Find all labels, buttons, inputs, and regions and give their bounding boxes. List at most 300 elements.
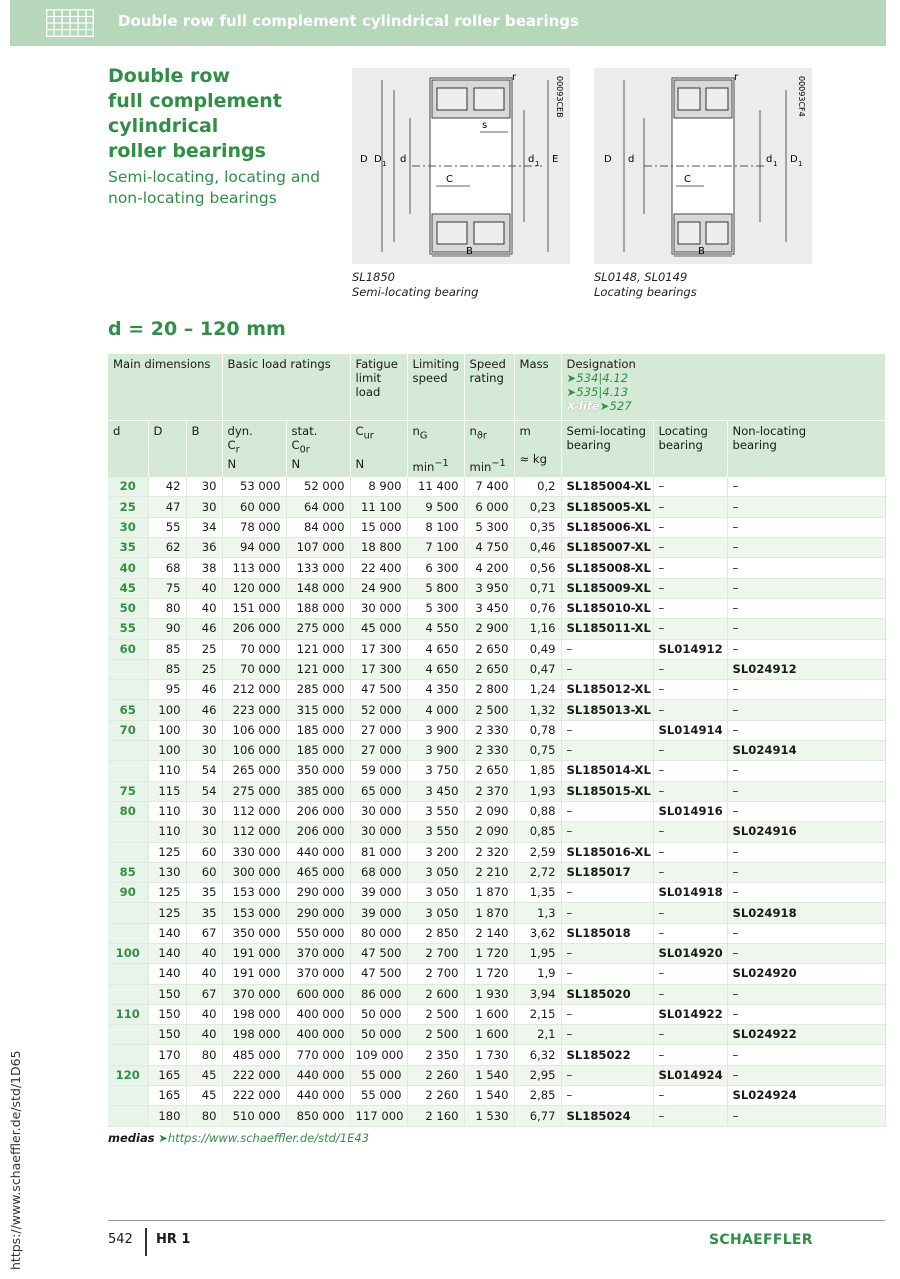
table-cell: 54 bbox=[186, 781, 222, 801]
table-cell: 440 000 bbox=[286, 842, 350, 862]
table-cell: – bbox=[727, 477, 885, 497]
table-row bbox=[108, 923, 885, 943]
col-cur: $C_{ur}$ N bbox=[350, 421, 407, 478]
table-row bbox=[108, 700, 885, 720]
table-cell: 1,35 bbox=[514, 883, 561, 903]
table-cell: 2 850 bbox=[407, 923, 464, 943]
table-cell: 130 bbox=[148, 862, 186, 882]
table-cell: SL185005-XL bbox=[561, 497, 653, 517]
table-cell: – bbox=[653, 517, 727, 537]
table-cell: 1,85 bbox=[514, 761, 561, 781]
table-cell: 85 bbox=[148, 639, 186, 659]
table-cell: 60 bbox=[108, 639, 148, 659]
table-cell: SL185018 bbox=[561, 923, 653, 943]
table-cell bbox=[108, 1086, 148, 1106]
table-cell: 290 000 bbox=[286, 883, 350, 903]
table-cell: 350 000 bbox=[222, 923, 286, 943]
table-cell: 191 000 bbox=[222, 964, 286, 984]
table-cell: 2 900 bbox=[464, 619, 514, 639]
table-cell: 46 bbox=[186, 680, 222, 700]
table-cell: 120 bbox=[108, 1065, 148, 1085]
drawing-code: 00093CF4 bbox=[797, 76, 806, 117]
table-cell: – bbox=[727, 862, 885, 882]
table-cell: 4 550 bbox=[407, 619, 464, 639]
table-cell: – bbox=[561, 944, 653, 964]
legend-534: ➤534|4.12 bbox=[566, 371, 629, 385]
table-cell: – bbox=[653, 741, 727, 761]
table-cell: 70 000 bbox=[222, 659, 286, 679]
table-cell: 0,2 bbox=[514, 477, 561, 497]
col-cr: dyn. $C_r$ N bbox=[222, 421, 286, 478]
group-load-ratings: Basic load ratings bbox=[222, 354, 350, 421]
drawing-code: 00093CEB bbox=[555, 76, 564, 118]
table-cell: 440 000 bbox=[286, 1086, 350, 1106]
section-label: HR 1 bbox=[156, 1232, 191, 1247]
table-cell: 400 000 bbox=[286, 1025, 350, 1045]
table-row bbox=[108, 964, 885, 984]
table-cell: 206 000 bbox=[286, 822, 350, 842]
table-row bbox=[108, 517, 885, 537]
table-cell: 52 000 bbox=[286, 477, 350, 497]
table-cell: – bbox=[653, 1086, 727, 1106]
table-cell: 2 330 bbox=[464, 741, 514, 761]
table-row bbox=[108, 1065, 885, 1085]
legend-535: ➤535|4.13 bbox=[566, 385, 629, 399]
table-cell: 440 000 bbox=[286, 1065, 350, 1085]
table-cell: 140 bbox=[148, 923, 186, 943]
group-limiting-speed: Limiting speed bbox=[407, 354, 464, 421]
table-cell: 50 000 bbox=[350, 1004, 407, 1024]
table-cell: 0,56 bbox=[514, 558, 561, 578]
table-cell: – bbox=[727, 517, 885, 537]
table-cell: 151 000 bbox=[222, 598, 286, 618]
table-cell: 300 000 bbox=[222, 862, 286, 882]
table-cell: 100 bbox=[108, 944, 148, 964]
table-cell: 8 100 bbox=[407, 517, 464, 537]
table-row bbox=[108, 944, 885, 964]
table-cell: 18 800 bbox=[350, 538, 407, 558]
table-cell: 17 300 bbox=[350, 639, 407, 659]
table-cell: – bbox=[727, 639, 885, 659]
table-cell: 2 090 bbox=[464, 822, 514, 842]
table-cell bbox=[108, 680, 148, 700]
table-cell: 2,85 bbox=[514, 1086, 561, 1106]
table-cell: 315 000 bbox=[286, 700, 350, 720]
table-cell: 35 bbox=[186, 883, 222, 903]
table-cell: 39 000 bbox=[350, 883, 407, 903]
table-cell: – bbox=[727, 1065, 885, 1085]
table-cell: – bbox=[727, 1004, 885, 1024]
table-cell: SL185004-XL bbox=[561, 477, 653, 497]
group-speed-rating: Speed rating bbox=[464, 354, 514, 421]
table-cell: 153 000 bbox=[222, 883, 286, 903]
table-cell: 65 bbox=[108, 700, 148, 720]
table-cell: 47 500 bbox=[350, 680, 407, 700]
table-row bbox=[108, 619, 885, 639]
page-number: 542 bbox=[108, 1232, 133, 1247]
table-cell: – bbox=[727, 578, 885, 598]
table-cell: 1,95 bbox=[514, 944, 561, 964]
table-cell: 40 bbox=[186, 1004, 222, 1024]
table-cell: SL185008-XL bbox=[561, 558, 653, 578]
table-cell: – bbox=[653, 578, 727, 598]
table-cell: 2 350 bbox=[407, 1045, 464, 1065]
table-cell: 3 450 bbox=[464, 598, 514, 618]
table-cell: 133 000 bbox=[286, 558, 350, 578]
label-D1-sub: 1 bbox=[798, 160, 803, 168]
table-cell: 90 bbox=[108, 883, 148, 903]
table-cell: 85 bbox=[108, 862, 148, 882]
table-cell: SL014918 bbox=[653, 883, 727, 903]
table-cell: – bbox=[561, 659, 653, 679]
col-D: D bbox=[148, 421, 186, 478]
table-cell: 8 900 bbox=[350, 477, 407, 497]
table-cell: 46 bbox=[186, 700, 222, 720]
table-cell: SL024912 bbox=[727, 659, 885, 679]
table-cell: 1,32 bbox=[514, 700, 561, 720]
table-cell bbox=[108, 761, 148, 781]
table-row bbox=[108, 1004, 885, 1024]
table-cell: 0,35 bbox=[514, 517, 561, 537]
label-B: B bbox=[466, 246, 473, 257]
table-cell: SL014924 bbox=[653, 1065, 727, 1085]
table-cell: SL014912 bbox=[653, 639, 727, 659]
table-cell: 39 000 bbox=[350, 903, 407, 923]
table-cell: – bbox=[727, 558, 885, 578]
table-cell: 7 400 bbox=[464, 477, 514, 497]
table-cell: 153 000 bbox=[222, 903, 286, 923]
table-cell: – bbox=[653, 862, 727, 882]
table-cell: 550 000 bbox=[286, 923, 350, 943]
table-cell: 55 bbox=[148, 517, 186, 537]
table-cell: 40 bbox=[186, 944, 222, 964]
table-cell: 86 000 bbox=[350, 984, 407, 1004]
table-cell: 30 bbox=[108, 517, 148, 537]
table-cell bbox=[108, 741, 148, 761]
table-cell: 40 bbox=[108, 558, 148, 578]
table-cell: 125 bbox=[148, 903, 186, 923]
diagram-semi-locating bbox=[352, 68, 570, 264]
table-cell: – bbox=[653, 619, 727, 639]
table-cell: SL185014-XL bbox=[561, 761, 653, 781]
table-cell: 3,94 bbox=[514, 984, 561, 1004]
table-row bbox=[108, 862, 885, 882]
table-row bbox=[108, 781, 885, 801]
table-cell bbox=[108, 659, 148, 679]
table-cell: 100 bbox=[148, 720, 186, 740]
table-cell: 5 800 bbox=[407, 578, 464, 598]
table-cell: – bbox=[727, 883, 885, 903]
table-cell: 30 000 bbox=[350, 822, 407, 842]
table-cell: 2 260 bbox=[407, 1086, 464, 1106]
table-cell: 40 bbox=[186, 598, 222, 618]
table-cell: SL024918 bbox=[727, 903, 885, 923]
table-cell: – bbox=[561, 801, 653, 821]
table-cell: – bbox=[727, 1106, 885, 1126]
table-cell: 0,71 bbox=[514, 578, 561, 598]
medias-link[interactable]: medias ➤https://www.schaeffler.de/std/1E43 bbox=[108, 1131, 369, 1145]
table-cell: 40 bbox=[186, 578, 222, 598]
table-cell: – bbox=[727, 700, 885, 720]
table-row bbox=[108, 598, 885, 618]
diagram-2-caption: SL0148, SL0149 Locating bearings bbox=[594, 270, 697, 299]
table-cell: 2 370 bbox=[464, 781, 514, 801]
col-d: d bbox=[108, 421, 148, 478]
table-cell: – bbox=[727, 680, 885, 700]
table-cell: 20 bbox=[108, 477, 148, 497]
table-cell: – bbox=[653, 781, 727, 801]
table-cell: 198 000 bbox=[222, 1004, 286, 1024]
table-cell: 400 000 bbox=[286, 1004, 350, 1024]
table-cell: 34 bbox=[186, 517, 222, 537]
table-cell: – bbox=[561, 903, 653, 923]
table-cell: 109 000 bbox=[350, 1045, 407, 1065]
table-cell: 85 bbox=[148, 659, 186, 679]
table-cell: 370 000 bbox=[222, 984, 286, 1004]
table-cell: 4 650 bbox=[407, 639, 464, 659]
bearing-table bbox=[108, 354, 886, 1127]
table-cell: 3 050 bbox=[407, 862, 464, 882]
table-cell: 125 bbox=[148, 842, 186, 862]
table-cell: 3 050 bbox=[407, 903, 464, 923]
table-row bbox=[108, 801, 885, 821]
label-d1-sub: 1 bbox=[773, 160, 778, 168]
table-cell: 112 000 bbox=[222, 822, 286, 842]
table-cell: 0,47 bbox=[514, 659, 561, 679]
table-cell: SL185012-XL bbox=[561, 680, 653, 700]
table-cell: 45 bbox=[186, 1086, 222, 1106]
table-cell: 38 bbox=[186, 558, 222, 578]
table-cell: 510 000 bbox=[222, 1106, 286, 1126]
table-cell: 2,72 bbox=[514, 862, 561, 882]
table-cell: 60 bbox=[186, 842, 222, 862]
brand-logo: SCHAEFFLER bbox=[709, 1232, 813, 1248]
table-cell: 1 720 bbox=[464, 944, 514, 964]
label-E: E bbox=[552, 154, 559, 165]
side-url[interactable]: https://www.schaeffler.de/std/1D65 bbox=[8, 1050, 23, 1270]
table-row bbox=[108, 761, 885, 781]
table-cell: 140 bbox=[148, 964, 186, 984]
table-cell: 47 bbox=[148, 497, 186, 517]
table-cell: 206 000 bbox=[286, 801, 350, 821]
table-cell bbox=[108, 903, 148, 923]
table-cell: 465 000 bbox=[286, 862, 350, 882]
table-cell: 2 500 bbox=[407, 1025, 464, 1045]
table-cell: 50 bbox=[108, 598, 148, 618]
table-cell: 2 650 bbox=[464, 761, 514, 781]
table-cell: – bbox=[653, 497, 727, 517]
table-cell: 2 160 bbox=[407, 1106, 464, 1126]
table-cell: 25 bbox=[186, 639, 222, 659]
table-cell: 106 000 bbox=[222, 720, 286, 740]
table-cell: 100 bbox=[148, 700, 186, 720]
table-cell: 385 000 bbox=[286, 781, 350, 801]
table-cell: 1 870 bbox=[464, 903, 514, 923]
table-cell: – bbox=[653, 964, 727, 984]
table-cell: 30 bbox=[186, 720, 222, 740]
table-cell: SL024914 bbox=[727, 741, 885, 761]
table-cell: – bbox=[561, 883, 653, 903]
table-cell: 770 000 bbox=[286, 1045, 350, 1065]
label-r: r bbox=[734, 72, 739, 83]
table-cell: 110 bbox=[148, 761, 186, 781]
table-cell: 2,95 bbox=[514, 1065, 561, 1085]
legend-xlife: X-life➤527 bbox=[566, 399, 632, 413]
table-cell: 40 bbox=[186, 1025, 222, 1045]
table-cell: 70 000 bbox=[222, 639, 286, 659]
table-cell: 4 000 bbox=[407, 700, 464, 720]
table-cell bbox=[108, 1025, 148, 1045]
table-cell: 121 000 bbox=[286, 659, 350, 679]
table-cell: – bbox=[727, 801, 885, 821]
table-cell bbox=[108, 984, 148, 1004]
label-d1: d bbox=[528, 154, 535, 165]
table-cell: 9 500 bbox=[407, 497, 464, 517]
table-cell: 53 000 bbox=[222, 477, 286, 497]
col-B: B bbox=[186, 421, 222, 478]
table-cell: 40 bbox=[186, 964, 222, 984]
table-cell: SL014916 bbox=[653, 801, 727, 821]
table-cell: – bbox=[561, 964, 653, 984]
table-cell: 30 bbox=[186, 497, 222, 517]
label-d1: d bbox=[766, 154, 773, 165]
table-cell: 125 bbox=[148, 883, 186, 903]
table-cell: – bbox=[727, 619, 885, 639]
table-cell: 222 000 bbox=[222, 1086, 286, 1106]
table-cell: 110 bbox=[148, 801, 186, 821]
table-cell: 2 650 bbox=[464, 659, 514, 679]
table-cell: – bbox=[561, 822, 653, 842]
page-title: Double row full complement cylindrical roller bearings bbox=[108, 65, 282, 162]
table-cell: 55 bbox=[108, 619, 148, 639]
table-cell: 7 100 bbox=[407, 538, 464, 558]
table-cell: 30 bbox=[186, 477, 222, 497]
diagram-locating bbox=[594, 68, 812, 264]
table-cell: SL185007-XL bbox=[561, 538, 653, 558]
table-cell: 188 000 bbox=[286, 598, 350, 618]
table-cell: 68 000 bbox=[350, 862, 407, 882]
table-cell bbox=[108, 1045, 148, 1065]
table-row bbox=[108, 1025, 885, 1045]
table-cell: – bbox=[653, 700, 727, 720]
table-cell: SL024924 bbox=[727, 1086, 885, 1106]
table-cell: – bbox=[653, 1045, 727, 1065]
table-grid-icon bbox=[46, 9, 94, 37]
table-cell bbox=[108, 923, 148, 943]
table-cell bbox=[108, 1106, 148, 1126]
table-cell: 0,46 bbox=[514, 538, 561, 558]
table-cell: SL024920 bbox=[727, 964, 885, 984]
table-cell: 112 000 bbox=[222, 801, 286, 821]
table-cell: – bbox=[727, 497, 885, 517]
table-cell: SL024916 bbox=[727, 822, 885, 842]
table-cell: 1 600 bbox=[464, 1004, 514, 1024]
table-cell: 206 000 bbox=[222, 619, 286, 639]
table-cell: – bbox=[561, 741, 653, 761]
table-cell: 290 000 bbox=[286, 903, 350, 923]
table-cell: 3,62 bbox=[514, 923, 561, 943]
table-cell: 850 000 bbox=[286, 1106, 350, 1126]
table-cell: 17 300 bbox=[350, 659, 407, 679]
table-cell: 68 bbox=[148, 558, 186, 578]
table-cell: 1 540 bbox=[464, 1086, 514, 1106]
table-cell: 165 bbox=[148, 1065, 186, 1085]
label-D: D bbox=[604, 154, 612, 165]
table-row bbox=[108, 1086, 885, 1106]
table-cell: SL185011-XL bbox=[561, 619, 653, 639]
table-cell: 4 200 bbox=[464, 558, 514, 578]
table-row bbox=[108, 659, 885, 679]
table-row bbox=[108, 822, 885, 842]
group-main-dimensions: Main dimensions bbox=[108, 354, 222, 421]
table-cell: SL185017 bbox=[561, 862, 653, 882]
table-cell: 4 650 bbox=[407, 659, 464, 679]
table-cell: 121 000 bbox=[286, 639, 350, 659]
table-cell: 330 000 bbox=[222, 842, 286, 862]
label-D1-sub: 1 bbox=[382, 160, 387, 168]
table-cell: 11 400 bbox=[407, 477, 464, 497]
table-cell: SL185009-XL bbox=[561, 578, 653, 598]
table-cell: 223 000 bbox=[222, 700, 286, 720]
table-cell: 75 bbox=[108, 781, 148, 801]
table-cell: – bbox=[561, 720, 653, 740]
footer-separator bbox=[145, 1228, 147, 1256]
table-cell: 191 000 bbox=[222, 944, 286, 964]
table-cell: 5 300 bbox=[407, 598, 464, 618]
table-cell: 2 500 bbox=[407, 1004, 464, 1024]
table-cell: 285 000 bbox=[286, 680, 350, 700]
table-cell: 90 bbox=[148, 619, 186, 639]
table-cell: 42 bbox=[148, 477, 186, 497]
table-cell: 2 090 bbox=[464, 801, 514, 821]
table-cell: 30 000 bbox=[350, 801, 407, 821]
table-cell: 3 750 bbox=[407, 761, 464, 781]
table-row bbox=[108, 558, 885, 578]
table-cell: 0,85 bbox=[514, 822, 561, 842]
group-mass: Mass bbox=[514, 354, 561, 421]
col-ng: $n_G$ $\min^{-1}$ bbox=[407, 421, 464, 478]
table-cell: SL185015-XL bbox=[561, 781, 653, 801]
table-cell: 22 400 bbox=[350, 558, 407, 578]
table-cell: 27 000 bbox=[350, 741, 407, 761]
table-cell: 4 350 bbox=[407, 680, 464, 700]
label-C: C bbox=[446, 174, 453, 185]
table-cell: 350 000 bbox=[286, 761, 350, 781]
table-cell: 1 720 bbox=[464, 964, 514, 984]
table-cell: 30 bbox=[186, 801, 222, 821]
table-cell: 75 bbox=[148, 578, 186, 598]
page-header bbox=[10, 0, 886, 46]
table-cell: 3 200 bbox=[407, 842, 464, 862]
table-cell: 6,32 bbox=[514, 1045, 561, 1065]
table-cell: 165 bbox=[148, 1086, 186, 1106]
table-cell: – bbox=[653, 659, 727, 679]
range-title: d = 20 – 120 mm bbox=[108, 318, 286, 340]
footer-divider bbox=[108, 1220, 885, 1221]
table-cell: 65 000 bbox=[350, 781, 407, 801]
table-cell: 52 000 bbox=[350, 700, 407, 720]
table-cell: – bbox=[653, 1106, 727, 1126]
table-row bbox=[108, 741, 885, 761]
table-cell: SL185016-XL bbox=[561, 842, 653, 862]
table-cell: 70 bbox=[108, 720, 148, 740]
table-cell: – bbox=[561, 1065, 653, 1085]
table-cell: 1,93 bbox=[514, 781, 561, 801]
col-ntr: $n_{ϑr}$ $\min^{-1}$ bbox=[464, 421, 514, 478]
label-s: s bbox=[482, 120, 488, 131]
table-cell: 15 000 bbox=[350, 517, 407, 537]
table-cell: 30 bbox=[186, 822, 222, 842]
